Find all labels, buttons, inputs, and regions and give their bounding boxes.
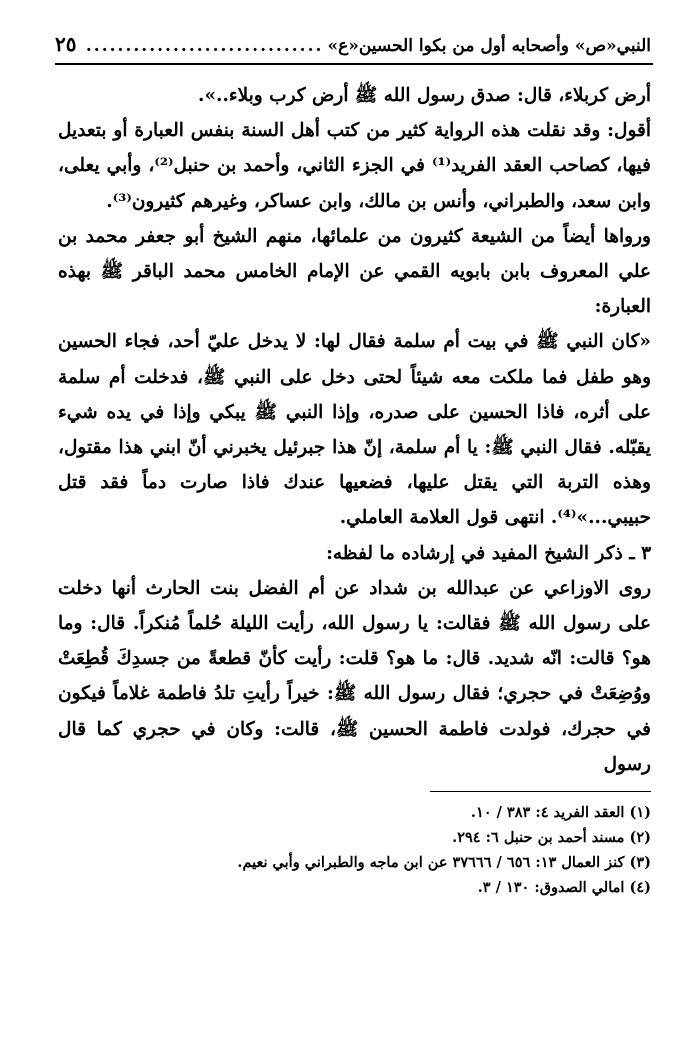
footnote: (٣) كنز العمال ١٣: ٦٥٦ / ٣٧٦٦٦ عن ابن ماجه والطبراني وأبي نعيم. [237, 854, 651, 871]
footnote-rule [430, 791, 651, 792]
footnote: (١) العقد الفريد ٤: ٣٨٣ / ١٠. [470, 804, 651, 821]
page-number: ٢٥ [55, 32, 77, 56]
running-header [55, 32, 651, 62]
header-dot-leader: .............................. [85, 36, 324, 56]
footnote: (٤) امالي الصدوق: ١٣٠ / ٣. [477, 879, 651, 896]
header-rule [55, 63, 653, 65]
paragraph: ورواها أيضاً من الشيعة كثيرون من علمائها، منهم الشيخ أبو جعفر محمد بن علي المعروف بابن بابويه القمي عن الإمام الخامس محمد الباقر ﷺ بهذه العبارة: [58, 225, 651, 318]
paragraph: روى الاوزاعي عن عبدالله بن شداد عن أم الفضل بنت الحارث أنها دخلت على رسول الله ﷺ فقالت: يا رسول الله، رأيت الليلة حُلماً مُنكراً. قال: وما هو؟ قالت: انّه شديد. قال: ما هو؟ قلت: رأيت كأنّ قطعةً من جسدِكَ قُطِعَتْ ووُضِعَتْ في حجري؛ فقال رسول الله ﷺ: خيراً رأيتِ تلدُ فاطمة غلاماً فيكون في حجرك، فولدت فاطمة الحسين ﷺ، قالت: وكان في حجري كما قال رسول [58, 577, 651, 775]
footnotes [120, 800, 651, 900]
paragraph: أرض كربلاء، قال: صدق رسول الله ﷺ أرض كرب وبلاء..». [198, 85, 651, 106]
paragraph: أقول: وقد نقلت هذه الرواية كثير من كتب أهل السنة بنفس العبارة أو بتعديل فيها، كصاحب العقد الفريد⁽¹⁾ في الجزء الثاني، وأحمد بن حنبل⁽²⁾، وأبي يعلى، وابن سعد، والطبراني، وأنس بن مالك، وابن عساكر، وغيرهم كثيرون⁽³⁾. [58, 120, 651, 212]
paragraph: ٣ ـ ذكر الشيخ المفيد في إرشاده ما لفظه: [326, 542, 651, 564]
header-title: النبي«ص» وأصحابه أول من بكوا الحسين«ع» [327, 36, 651, 56]
body-text [58, 78, 651, 782]
paragraph: «كان النبي ﷺ في بيت أم سلمة فقال لها: لا يدخل عليّ أحد، فجاء الحسين وهو طفل فما ملكت معه شيئاً لحتى دخل على النبي ﷺ، فدخلت أم سلمة على أثره، فاذا الحسين على صدره، وإذا النبي ﷺ يبكي وإذا في يده شيء يقبّله. فقال النبي ﷺ: يا أم سلمة، إنّ هذا جبرئيل يخبرني أنّ ابني هذا مقتول، وهذه التربة التي يقتل عليها، فضعيها عندك فاذا صارت دماً فقد قتل حبيبي...»⁽⁴⁾. انتهى قول العلامة العاملي. [58, 331, 651, 529]
footnote: (٢) مسند أحمد بن حنبل ٦: ٢٩٤. [452, 829, 651, 846]
